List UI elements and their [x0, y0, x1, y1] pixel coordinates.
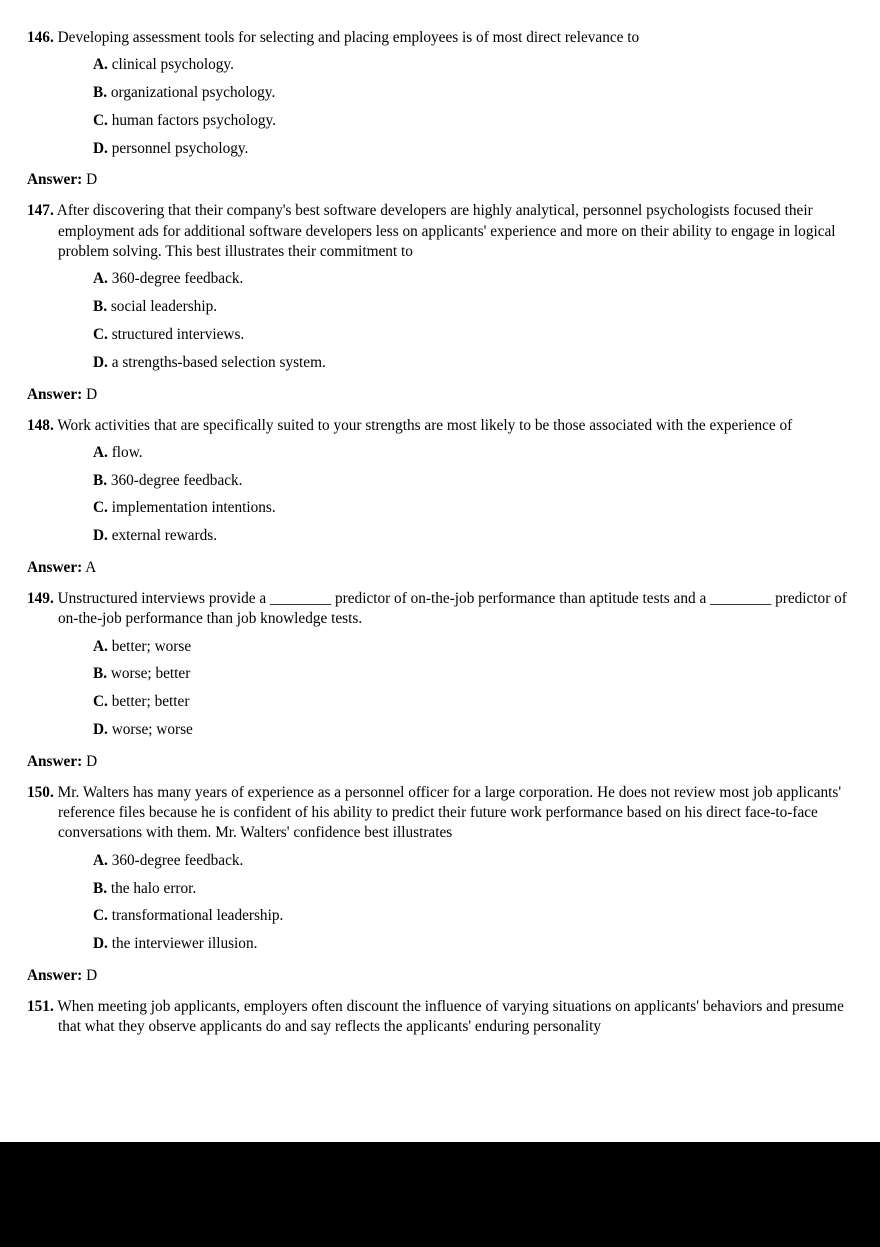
bottom-black-band	[0, 1142, 880, 1247]
option-letter: C.	[93, 693, 108, 711]
option-text: better; better	[111, 693, 190, 711]
option-item[interactable]	[27, 297, 852, 325]
answer-line	[27, 170, 852, 190]
option-letter: D.	[93, 935, 108, 953]
option-item[interactable]	[27, 664, 852, 692]
option-letter: D.	[93, 527, 108, 545]
option-text: the interviewer illusion.	[111, 935, 258, 953]
option-list	[27, 443, 852, 554]
answer-label: Answer:	[27, 171, 83, 189]
question-block	[27, 201, 852, 415]
question-number: 151.	[27, 997, 54, 1015]
option-item[interactable]	[27, 471, 852, 499]
option-item[interactable]	[27, 879, 852, 907]
question-text: Work activities that are specifically suited to your strengths are most likely to be those associated with the experience of	[57, 416, 793, 434]
question-text: After discovering that their company's best software developers are highly analytical, personnel psychologists focused their employment ads for additional software developers less on applicants' experience and more on their ability to engage in logical problem solving. This best illustrates their commitment to	[56, 202, 836, 261]
answer-line	[27, 385, 852, 405]
answer-line	[27, 558, 852, 578]
answer-value: D	[86, 385, 98, 403]
question-text: Unstructured interviews provide a ________ predictor of on-the-job performance than aptitude tests and a ________ predictor of on-the-job performance than job knowledge tests.	[57, 590, 847, 628]
answer-value: D	[86, 752, 98, 770]
question-stem	[27, 416, 852, 436]
option-item[interactable]	[27, 111, 852, 139]
block-spacer	[27, 772, 852, 783]
option-letter: D.	[93, 721, 108, 739]
option-item[interactable]	[27, 55, 852, 83]
question-block	[27, 589, 852, 783]
question-stem	[27, 997, 852, 1038]
option-letter: A.	[93, 851, 108, 869]
option-item[interactable]	[27, 526, 852, 554]
question-stem	[27, 28, 852, 48]
option-item[interactable]	[27, 720, 852, 748]
option-item[interactable]	[27, 498, 852, 526]
question-text: Mr. Walters has many years of experience as a personnel officer for a large corporation. He does not review most job applicants' reference files because he is confident of his ability to predict their future work performance based on his direct face-to-face conversations with them. Mr. Walters' confidence best illustrates	[57, 783, 842, 842]
option-letter: C.	[93, 325, 108, 343]
option-text: a strengths-based selection system.	[111, 353, 326, 371]
option-item[interactable]	[27, 269, 852, 297]
option-text: human factors psychology.	[111, 111, 276, 129]
option-letter: C.	[93, 499, 108, 517]
option-letter: C.	[93, 111, 108, 129]
question-block	[27, 997, 852, 1038]
option-text: 360-degree feedback.	[111, 851, 244, 869]
option-text: external rewards.	[111, 527, 218, 545]
question-block	[27, 783, 852, 997]
answer-label: Answer:	[27, 966, 83, 984]
question-stem	[27, 589, 852, 630]
option-letter: A.	[93, 443, 108, 461]
option-letter: B.	[93, 84, 108, 102]
answer-value: A	[85, 559, 97, 577]
option-letter: B.	[93, 471, 108, 489]
option-list	[27, 851, 852, 962]
question-stem	[27, 201, 852, 262]
question-number: 150.	[27, 783, 54, 801]
answer-value: D	[86, 171, 98, 189]
question-block	[27, 416, 852, 589]
option-item[interactable]	[27, 353, 852, 381]
answer-label: Answer:	[27, 752, 83, 770]
option-text: social leadership.	[110, 298, 218, 316]
answer-label: Answer:	[27, 385, 83, 403]
option-text: flow.	[111, 443, 143, 461]
question-number: 149.	[27, 590, 54, 608]
option-text: 360-degree feedback.	[110, 471, 243, 489]
answer-line	[27, 752, 852, 772]
option-item[interactable]	[27, 906, 852, 934]
option-list	[27, 55, 852, 166]
question-stem	[27, 783, 852, 844]
option-letter: A.	[93, 270, 108, 288]
option-item[interactable]	[27, 325, 852, 353]
question-number: 146.	[27, 29, 54, 46]
block-spacer	[27, 578, 852, 589]
option-list	[27, 637, 852, 748]
option-text: personnel psychology.	[111, 139, 249, 157]
block-spacer	[27, 190, 852, 201]
option-letter: A.	[93, 56, 108, 74]
option-text: better; worse	[111, 637, 192, 655]
option-item[interactable]	[27, 443, 852, 471]
answer-value: D	[86, 966, 98, 984]
option-text: clinical psychology.	[111, 56, 234, 74]
question-text: When meeting job applicants, employers often discount the influence of varying situations on applicants' behaviors and presume that what they observe applicants do and say reflects the applicants' enduring personality	[57, 997, 844, 1036]
option-list	[27, 269, 852, 380]
question-text: Developing assessment tools for selecting and placing employees is of most direct relevance to	[57, 29, 640, 46]
option-letter: D.	[93, 139, 108, 157]
option-item[interactable]	[27, 692, 852, 720]
option-text: transformational leadership.	[111, 907, 284, 925]
question-block	[27, 28, 852, 201]
block-spacer	[27, 986, 852, 997]
option-letter: D.	[93, 353, 108, 371]
option-item[interactable]	[27, 83, 852, 111]
option-item[interactable]	[27, 934, 852, 962]
answer-label: Answer:	[27, 559, 83, 577]
option-letter: B.	[93, 665, 108, 683]
option-text: structured interviews.	[111, 325, 245, 343]
option-text: 360-degree feedback.	[111, 270, 244, 288]
option-letter: B.	[93, 879, 108, 897]
option-text: worse; better	[110, 665, 191, 683]
question-number: 147.	[27, 202, 54, 220]
option-letter: B.	[93, 298, 108, 316]
block-spacer	[27, 405, 852, 416]
answer-line	[27, 966, 852, 986]
option-letter: C.	[93, 907, 108, 925]
option-text: worse; worse	[111, 721, 193, 739]
question-number: 148.	[27, 416, 54, 434]
option-text: organizational psychology.	[110, 84, 276, 102]
option-text: implementation intentions.	[111, 499, 276, 517]
option-text: the halo error.	[110, 879, 197, 897]
option-item[interactable]	[27, 851, 852, 879]
option-item[interactable]	[27, 139, 852, 167]
option-item[interactable]	[27, 637, 852, 665]
option-letter: A.	[93, 637, 108, 655]
